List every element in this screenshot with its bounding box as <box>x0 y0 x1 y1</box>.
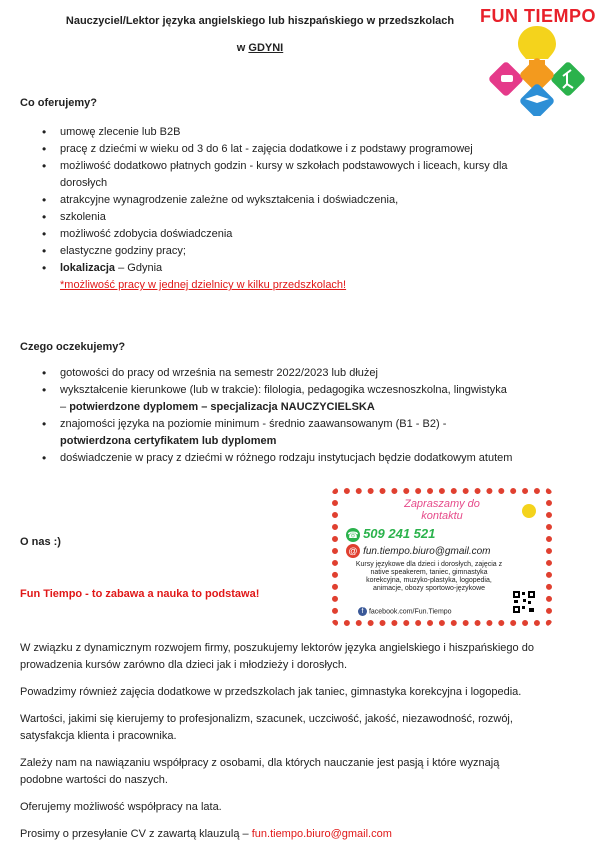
slogan: Fun Tiempo - to zabawa a nauka to podstawa! <box>20 588 260 600</box>
list-item: • atrakcyjne wynagrodzenie zależne od wykształcenia i doświadczenia, <box>34 192 544 209</box>
list-item: • doświadczenie w pracy z dziećmi w różnego rodzaju instytucjach będzie dodatkowym atutem <box>34 450 514 467</box>
item-text-bold: potwierdzone dyplomem – specjalizacja NAUCZYCIELSKA <box>69 401 375 413</box>
card-email-row <box>346 544 538 558</box>
expect-list <box>34 365 514 467</box>
list-item-location <box>34 260 544 294</box>
card-description: Kursy językowe dla dzieci i dorosłych, zajęcia z native speakerem, taniec, gimnastyka korekcyjna, muzyko-plastyka, logopedia, animacje, obozy sportowo-językowe <box>355 561 503 593</box>
facebook-icon: f <box>358 607 367 616</box>
page-title: Nauczyciel/Lektor języka angielskiego lub hiszpańskiego w przedszkolach <box>65 15 455 27</box>
list-item: • gotowości do pracy od września na semestr 2022/2023 lub dłużej <box>34 365 514 382</box>
item-text-bold: potwierdzona certyfikatem lub dyplomem <box>60 435 277 447</box>
subtitle-prefix: w <box>236 42 249 54</box>
list-item: • możliwość dodatkowo płatnych godzin - kursy w szkołach podstawowych i liceach, kursy dla dorosłych <box>34 158 510 192</box>
list-item <box>34 416 514 450</box>
about-paragraphs <box>20 640 540 843</box>
list-item: • pracę z dziećmi w wieku od 3 do 6 lat - zajęcia dodatkowe i z podstawy programowej <box>34 141 544 158</box>
location-value: – Gdynia <box>115 262 163 274</box>
cv-text: Prosimy o przesyłanie CV z zawartą klauzulą – <box>20 828 252 840</box>
card-facebook: facebook.com/Fun.Tiempo <box>368 608 452 616</box>
qr-code-icon <box>512 590 536 614</box>
location-note: *możliwość pracy w jednej dzielnicy w kilku przedszkolach! <box>60 279 347 291</box>
paragraph: W związku z dynamicznym rozwojem firmy, poszukujemy lektorów języka angielskiego i hiszpańskiego do prowadzenia kursów zarówno dla dzieci jak i młodzieży i dorosłych. <box>20 642 534 671</box>
list-item <box>34 382 514 416</box>
card-title <box>346 498 538 522</box>
card-phone: 509 241 521 <box>363 526 436 541</box>
expect-heading: Czego oczekujemy? <box>20 341 126 353</box>
item-text: wykształcenie kierunkowe (lub w trakcie): filologia, pedagogika wczesnoszkolna, lingwistyka – <box>60 384 507 413</box>
contact-card <box>332 488 552 626</box>
paragraph <box>20 826 540 843</box>
paragraph: Zależy nam na nawiązaniu współpracy z osobami, dla których nauczanie jest pasją i które wyznają podobne wartości do naszych. <box>20 757 500 786</box>
city-name: GDYNI <box>248 42 284 54</box>
logo-text: FUN TIEMPO <box>480 6 596 26</box>
paragraph: Wartości, jakimi się kierujemy to profesjonalizm, szacunek, uczciwość, jakość, niezawodność, rozwój, satysfakcja klienta i pracownika. <box>20 713 513 742</box>
page-subtitle <box>0 42 560 54</box>
item-text: znajomości języka na poziomie minimum - średnio zaawansowanym (B1 - B2) - <box>60 418 447 430</box>
phone-icon: ☎ <box>347 530 359 541</box>
at-icon: @ <box>346 544 360 558</box>
list-item: • szkolenia <box>34 209 544 226</box>
list-item: • elastyczne godziny pracy; <box>34 243 544 260</box>
card-email: fun.tiempo.biuro@gmail.com <box>363 546 491 557</box>
paragraph: Oferujemy możliwość współpracy na lata. <box>20 801 222 813</box>
list-item: • możliwość zdobycia doświadczenia <box>34 226 544 243</box>
offer-list <box>34 124 544 294</box>
smiley-icon <box>522 504 536 518</box>
cv-email-link[interactable]: fun.tiempo.biuro@gmail.com <box>251 828 392 840</box>
logo-mark <box>478 24 596 116</box>
paragraph: Powadzimy również zajęcia dodatkowe w przedszkolach jak taniec, gimnastyka korekcyjna i logopedia. <box>20 686 522 698</box>
about-heading: O nas :) <box>20 536 61 548</box>
card-title-line2: kontaktu <box>421 510 463 522</box>
list-item: • umowę zlecenie lub B2B <box>34 124 544 141</box>
location-label: lokalizacja <box>60 262 116 274</box>
fun-tiempo-logo <box>478 4 596 116</box>
card-title-line1: Zapraszamy do <box>404 498 480 510</box>
card-phone-row <box>346 526 538 542</box>
offer-heading: Co oferujemy? <box>20 97 98 109</box>
card-facebook-row <box>358 607 452 616</box>
